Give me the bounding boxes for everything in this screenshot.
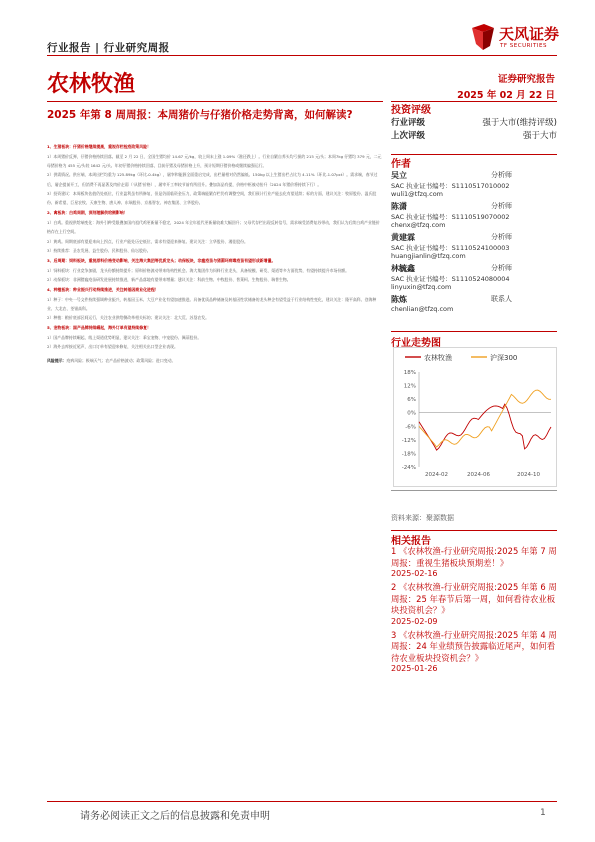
y-tick-label: -24% [401, 465, 416, 471]
related-report-link[interactable]: 1 《农林牧渔-行业研究周报:2025 年第 7 周周报：重视生猪板块预期差！》 [391, 546, 557, 568]
author-block [391, 294, 557, 313]
risk-text: 疫病风险；极端天气；农产品价格波动；政策风险；进口变动。 [66, 358, 176, 364]
logo-mark-icon [468, 22, 498, 52]
report-date: 2025 年 02 月 22 日 [457, 90, 555, 101]
y-tick-label: 18% [403, 370, 416, 376]
rating-heading: 投资评级 [391, 105, 431, 116]
author-name: 吴立 [391, 171, 407, 180]
trend-heading: 行业走势图 [391, 338, 441, 349]
author-name: 陈潇 [391, 202, 407, 211]
related-report-date: 2025-02-09 [391, 616, 438, 626]
related-rule [391, 530, 557, 531]
x-tick-label: 2024-02 [425, 472, 448, 478]
risk-label: 风险提示： [47, 358, 67, 364]
industry-trend-chart [393, 347, 557, 487]
logo-text-en: TF SECURITIES [500, 43, 547, 49]
body-paragraph: 2）动保板块：非洲猪瘟疫苗研发进展持续推进，新产品落地有望带来增量；建议关注：科前生物、中牧股份、普莱柯、生物股份、瑞普生物。 [47, 277, 291, 283]
author-email[interactable]: chenlian@tfzq.com [391, 305, 454, 313]
y-tick-label: -12% [401, 437, 416, 444]
risk-warning [47, 356, 383, 365]
title-rule [47, 101, 383, 102]
page-number: 1 [540, 808, 546, 818]
y-tick-label: 6% [407, 397, 416, 404]
related-list [391, 546, 557, 677]
body-paragraph: 1）白鸡。重视供给端变化：海外引种受限叠加国内祖代鸡更新量不稳定，2024 年全年祖代更新量较难大幅回升；父母代存栏出现反转信号，需求端受消费复苏带动，我们认为后续白鸡产业链价格存在上行空间。 [47, 219, 380, 234]
authors-list [391, 170, 557, 316]
author-header [391, 263, 557, 274]
section-heading: 4、种植板块：种业振兴行动持续推进，关注转基因商业化进程！ [47, 286, 159, 292]
y-tick-label: 0% [407, 410, 416, 417]
series-line-agriculture [419, 404, 551, 450]
author-name: 黄建霖 [391, 233, 415, 242]
body-paragraph: 2）种植：粮价底部区间运行，关注农业供给侧改革相关标的；建议关注：北大荒、苏垦农发。 [47, 315, 209, 321]
header-rule [47, 55, 557, 56]
author-role: 分析师 [491, 264, 512, 272]
body-paragraph: 1）国产品牌持续崛起，线上渠道优势明显，建议关注：乖宝宠物、中宠股份、佩蒂股份。 [47, 334, 202, 340]
footer-rule [47, 801, 557, 802]
author-email[interactable]: huangjianlin@tfzq.com [391, 252, 466, 260]
author-cert: SAC 执业证书编号：S1110519070002 [391, 213, 510, 221]
authors-heading: 作者 [391, 159, 411, 170]
y-tick-label: -6% [405, 424, 416, 431]
body-paragraph: 3）投资建议：本周板块估值仍处低位，行业盈利虽有所修复，但是仍面临资金压力，政策端能繁存栏仍有调整空间，我们预计行业产能去化有望延续；标的方面，建议关注：牧原股份、温氏股份、新希望、巨星农牧、天康生物、唐人神、东瑞股份、京基智农、神农集团、立华股份。 [47, 191, 377, 206]
author-role: 分析师 [491, 233, 512, 241]
trend-rule [391, 331, 557, 332]
logo-text-cn: 天风证券 [499, 25, 560, 43]
author-block [391, 263, 557, 291]
body-paragraph: 2）供需情况。供应端，本周出栏均重为 125.89kg（环比-0.4kg），屠宰和能源全面重启完成，出栏量相对仍然偏低。150kg 以上生猪出栏占比为 4.11%（环比-1.07pct）。需求端，春节过后，屠企提前开工，但消费不再显著及肉价走弱（‘从猪’价格），屠宰开工率较节前有所回升。叠加冻品有提，价格中枢被动抬升（2024 年猪价将持续下行）。 [47, 172, 378, 187]
author-cert: SAC 执业证书编号：S1110524080004 [391, 275, 510, 283]
related-report-link[interactable]: 2 《农林牧渔-行业研究周报:2025 年第 6 周周报：25 年春节后第一周，如何看待农业板块投资机会？》 [391, 582, 557, 615]
author-name: 陈炼 [391, 295, 407, 304]
report-type: 证券研究报告 [497, 74, 555, 85]
related-heading: 相关报告 [391, 536, 431, 547]
section-heading: 1、生猪板块：仔猪价格继续提高，重视存栏检疫政策风险！ [47, 144, 151, 149]
rating-value: 强于大市(维持评级) [482, 118, 557, 128]
legend-label: 农林牧渔 [424, 354, 452, 362]
report-title: 2025 年第 8 周周报：本周猪价与仔猪价格走势背离，如何解读? [47, 109, 353, 121]
chart-frame [394, 348, 557, 487]
report-category: 行业报告 | 行业研究周报 [47, 42, 170, 54]
y-tick-label: -18% [401, 451, 416, 458]
body-paragraph: 2）黄鸡。周期底部有望迎来向上拐点，行业产能处历史低位，需求有望迎来修复。建议关注：立华股份、湘佳股份。 [47, 238, 248, 244]
chart-bottom-rule [391, 490, 557, 491]
author-cert: SAC 执业证书编号：S1110517010002 [391, 182, 510, 190]
author-block [391, 170, 557, 198]
section-heading: 5、宠物板块：国产品牌持续崛起，海外订单有望持续修复！ [47, 324, 151, 330]
author-role: 分析师 [491, 202, 512, 210]
author-header [391, 201, 557, 212]
industry-title: 农林牧渔 [47, 72, 136, 97]
author-role: 联系人 [491, 295, 512, 303]
footer-disclaimer: 请务必阅读正文之后的信息披露和免责申明 [80, 811, 270, 822]
y-tick-label: 12% [403, 383, 416, 390]
body-paragraph: 2）海外去库接近尾声，出口订单有望迎来修复，关注相关出口型企业表现。 [47, 344, 178, 350]
author-header [391, 232, 557, 243]
author-header [391, 294, 557, 305]
related-report-date: 2025-01-26 [391, 664, 438, 673]
related-report-date: 2025-02-16 [391, 569, 438, 578]
x-tick-label: 2024-06 [467, 472, 490, 478]
trend-chart-svg [393, 347, 557, 487]
author-email[interactable]: chenx@tfzq.com [391, 221, 446, 229]
rating-row-previous [391, 129, 557, 141]
body-paragraph: 1）本周猪价反弹，仔猪价格持续回落。截至 2 月 22 日，全国生猪均价 14.67 元/kg，较上周末上涨 1.09%（涨还跌上）。行业自繁自养头均亏损约 215 元/头；本周7kg 仔猪均 379 元，二元母猪价格为 455 元/头较 1642 元/头。年初仔猪价格持续回落，目前仔猪及母猪价格上升，预计短期仔猪价格或继续偏强运行。 [47, 153, 382, 168]
author-cert: SAC 执业证书编号：S1110524100003 [391, 244, 510, 252]
section-heading: 3、后周期：饲料板块，重视原料价格变动影响，关注海大集团等优质龙头；动保板块，非瘟疫苗与猪圆环病毒疫苗有望形成新增量。 [47, 257, 276, 263]
x-tick-label: 2024-10 [517, 472, 540, 478]
author-name: 林毓鑫 [391, 264, 415, 273]
chart-source: 资料来源：聚源数据 [391, 514, 454, 522]
rating-label: 上次评级 [391, 131, 426, 141]
report-body [47, 142, 383, 366]
related-report-link[interactable]: 3 《农林牧渔-行业研究周报:2025 年第 4 周周报：24 年业绩预告披露临近尾声，如何看待农业板块投资机会？》 [391, 629, 557, 663]
author-email[interactable]: linyuxin@tfzq.com [391, 283, 452, 291]
legend-label: 沪深300 [490, 354, 518, 362]
company-logo [468, 20, 558, 54]
author-block [391, 201, 557, 229]
body-paragraph: 1）饲料板块：行业竞争加剧，龙头份额持续提升；原料价格波动带来结构性机会。海大集团作为饲料行业龙头，具备规模、研发、渠道等多方面优势，有望持续提升市场份额。 [47, 267, 350, 273]
author-role: 分析师 [491, 171, 512, 179]
author-email[interactable]: wuli1@tfzq.com [391, 190, 444, 198]
body-paragraph: 3）持续推荐：圣农发展、益生股份、民和股份、仙坛股份。 [47, 248, 151, 254]
section-heading: 2、禽板块：白鸡周期，深刻理解供给侧影响！ [47, 210, 128, 216]
rating-label: 行业评级 [391, 118, 426, 128]
author-block [391, 232, 557, 260]
rating-value: 强于大市 [522, 131, 557, 141]
rating-row-industry [391, 116, 557, 128]
author-header [391, 170, 557, 181]
body-paragraph: 1）种子：中央一号文件持续强调种业振兴，转基因玉米、大豆产业化有望加速推进。具备优质品种储备及转基因性状储备的龙头种企有望受益于行业结构性变化，建议关注：隆平高科、登海种业、大北农、荃银高科。 [47, 296, 377, 311]
